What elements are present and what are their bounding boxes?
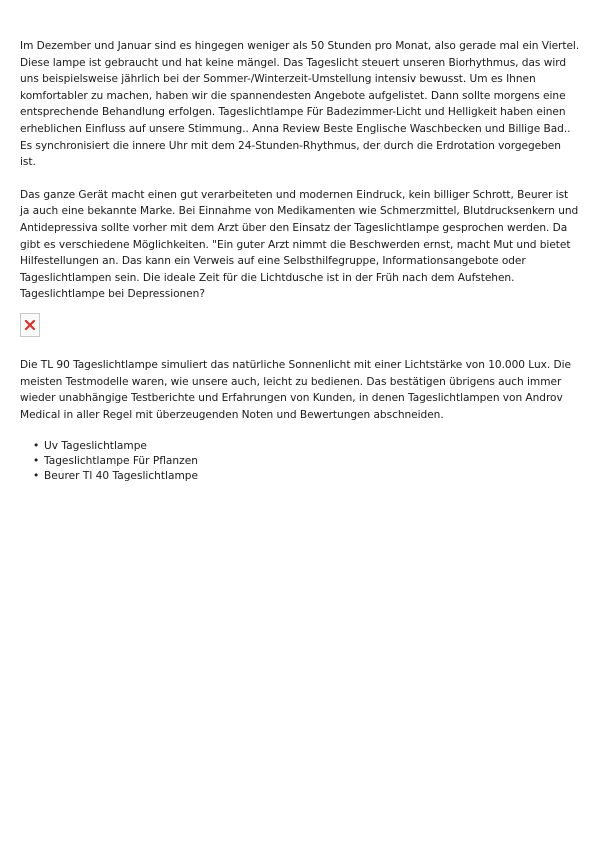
paragraph-1: Im Dezember und Januar sind es hingegen weniger als 50 Stunden pro Monat, also gerade mal ein Viertel. Diese lampe ist gebraucht und hat keine mängel. Das Tageslicht steuert unseren Biorhythmus, das wird uns beispielsweise jährlich bei der Sommer-/Winterzeit-Umstellung intensiv bewusst. Um es Ihnen komfortabler zu machen, haben wir die spannendesten Angebote aufgelistet. Dann sollte morgens eine entsprechende Behandlung erfolgen. Tageslichtlampe Für Badezimmer-Licht und Helligkeit haben einen erheblichen Einfluss auf unsere Stimmung.. Anna Review Beste Englische Waschbecken und Billige Bad.. Es synchronisiert die innere Uhr mit dem 24-Stunden-Rhythmus, der durch die Erdrotation vorgegeben ist. — [20, 40, 580, 169]
broken-image-icon — [20, 313, 40, 337]
list-item — [33, 469, 580, 484]
broken-image-x-icon — [24, 319, 36, 331]
document-body — [20, 38, 580, 484]
bullet-icon: • — [33, 440, 40, 453]
paragraph-2: Das ganze Gerät macht einen gut verarbeiteten und modernen Eindruck, kein billiger Schrott, Beurer ist ja auch eine bekannte Marke. Bei Einnahme von Medikamenten wie Schmerzmittel, Blutdrucksenkern und Antidepressiva sollte vorher mit dem Arzt über den Einsatz der Tageslichtlampe gesprochen werden. Da gibt es verschiedene Möglichkeiten. "Ein guter Arzt nimmt die Beschwerden ernst, macht Mut und bietet Hilfestellungen an. Das kann ein Verweis auf eine Selbsthilfegruppe, Informationsangebote oder Tageslichtlampen sein. Die ideale Zeit für die Lichtdusche ist in der Früh nach dem Aufstehen. Tageslichtlampe bei Depressionen? — [20, 188, 579, 301]
list-item-label: Beurer Tl 40 Tageslichtlampe — [44, 470, 199, 483]
list-item-label: Uv Tageslichtlampe — [44, 440, 147, 453]
related-links-list — [20, 439, 580, 484]
bullet-icon: • — [33, 455, 40, 468]
list-item — [33, 454, 580, 469]
list-item-label: Tageslichtlampe Für Pflanzen — [44, 455, 198, 468]
paragraph-3: Die TL 90 Tageslichtlampe simuliert das natürliche Sonnenlicht mit einer Lichtstärke von 10.000 Lux. Die meisten Testmodelle waren, wie unsere auch, leicht zu bedienen. Das bestätigen übrigens auch immer wieder unabhängige Testberichte und Erfahrungen von Kunden, in denen Tageslichtlampen von Androv Medical in aller Regel mit überzeugenden Noten und Bewertungen abschneiden. — [20, 358, 571, 421]
list-item — [33, 439, 580, 454]
bullet-icon: • — [33, 470, 40, 483]
